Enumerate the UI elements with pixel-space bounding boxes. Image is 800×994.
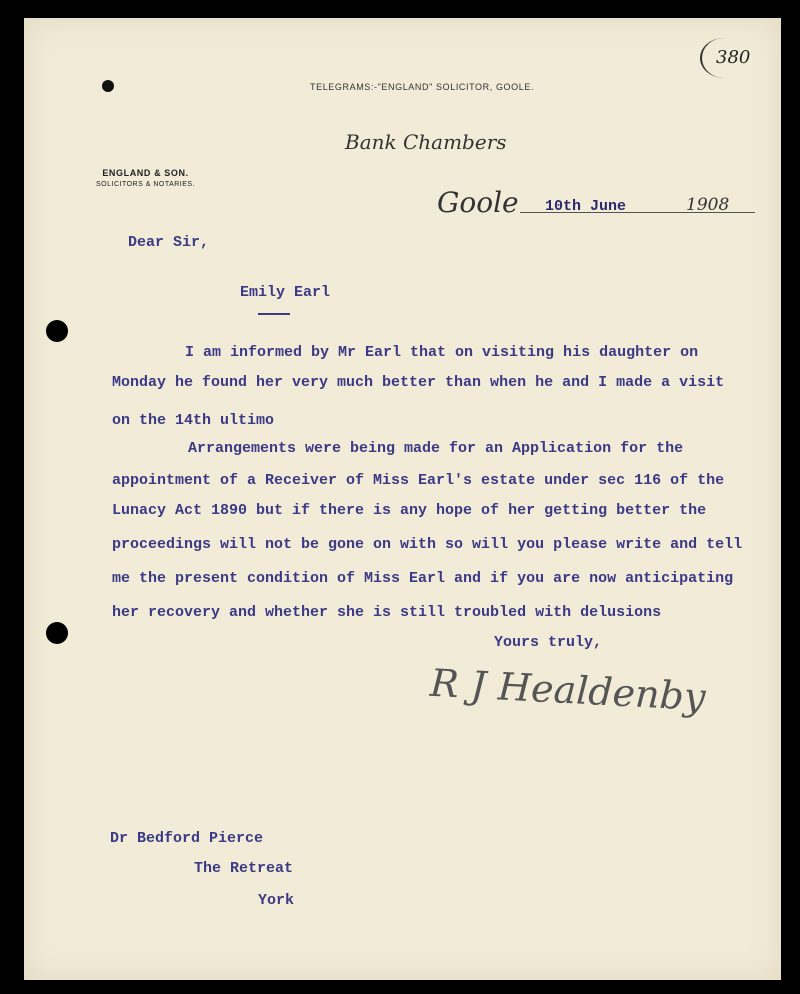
firm-subtitle: SOLICITORS & NOTARIES. bbox=[96, 181, 196, 188]
folio-number: 380 bbox=[700, 38, 748, 78]
punch-hole bbox=[46, 320, 68, 342]
telegrams-line: TELEGRAMS:-"ENGLAND" SOLICITOR, GOOLE. bbox=[310, 82, 535, 92]
signature: R J Healdenby bbox=[429, 660, 707, 720]
firm-name: ENGLAND & SON. bbox=[102, 168, 189, 178]
addressee-name: Dr Bedford Pierce bbox=[110, 830, 264, 847]
salutation: Dear Sir, bbox=[128, 234, 210, 251]
body-line: Monday he found her very much better than when he and I made a visit bbox=[112, 374, 725, 391]
body-line: Arrangements were being made for an Application for the bbox=[188, 440, 684, 457]
punch-hole bbox=[46, 622, 68, 644]
body-line: Lunacy Act 1890 but if there is any hope of her getting better the bbox=[112, 502, 707, 519]
closing: Yours truly, bbox=[494, 634, 603, 651]
date-day-month: 10th June bbox=[545, 198, 627, 215]
body-line: on the 14th ultimo bbox=[112, 412, 275, 429]
firm-block bbox=[96, 168, 195, 188]
body-line: proceedings will not be gone on with so will you please write and tell bbox=[112, 536, 743, 553]
subject-underline bbox=[258, 313, 290, 315]
body-line: her recovery and whether she is still troubled with delusions bbox=[112, 604, 662, 621]
body-line: me the present condition of Miss Earl and if you are now anticipating bbox=[112, 570, 734, 587]
ink-dot bbox=[102, 80, 114, 92]
body-line: appointment of a Receiver of Miss Earl's estate under sec 116 of the bbox=[112, 472, 725, 489]
subject-line: Emily Earl bbox=[240, 284, 331, 301]
date bbox=[545, 195, 729, 215]
address: Bank Chambers bbox=[345, 130, 507, 154]
addressee-city: York bbox=[258, 892, 295, 909]
date-year: 1908 bbox=[686, 195, 730, 215]
body-line: I am informed by Mr Earl that on visiting his daughter on bbox=[185, 344, 699, 361]
town: Goole bbox=[437, 186, 519, 219]
addressee-institution: The Retreat bbox=[194, 860, 294, 877]
